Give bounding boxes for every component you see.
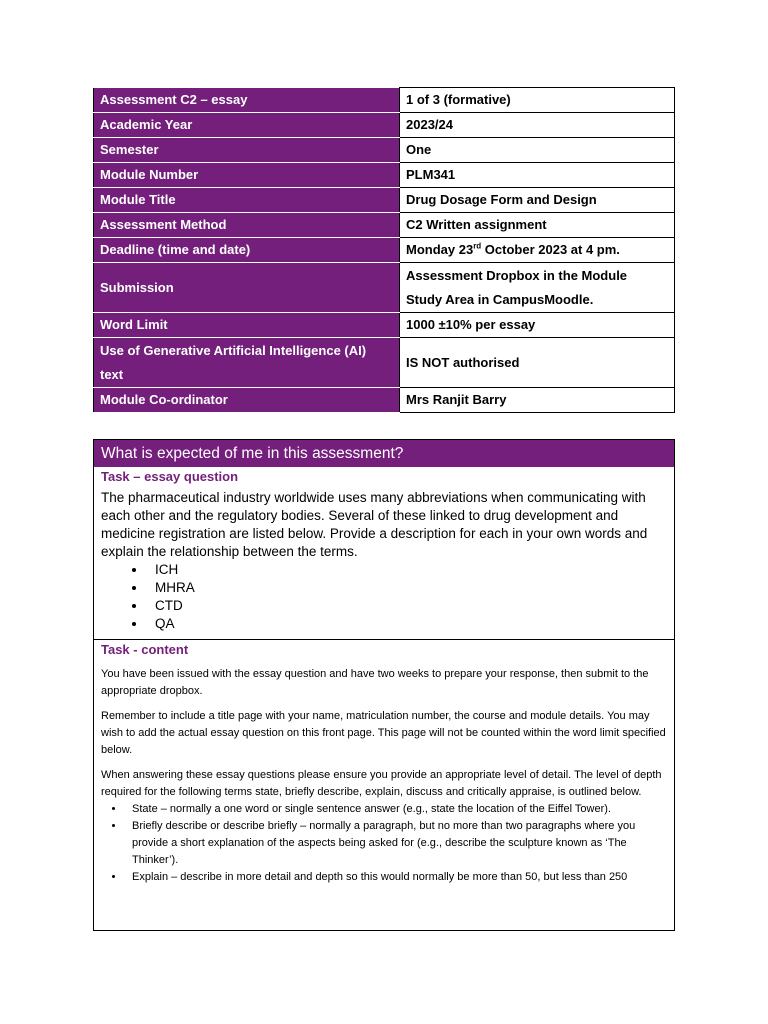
row-label: Word Limit xyxy=(94,313,400,338)
row-label: Module Title xyxy=(94,188,400,213)
list-item: • Explain – describe in more detail and depth so this would normally be more than 50, but less than 250 xyxy=(125,869,667,886)
list-item: • QA xyxy=(147,615,667,633)
row-label: Module Number xyxy=(94,163,400,188)
deadline-suffix: October 2023 at 4 pm. xyxy=(481,242,620,257)
deadline-prefix: Monday 23 xyxy=(406,242,474,257)
row-label: Semester xyxy=(94,138,400,163)
content-paragraph: You have been issued with the essay question and have two weeks to prepare your response, then submit to the appropriate dropbox. xyxy=(101,668,649,697)
assessment-info-table xyxy=(93,87,675,413)
deadline-ordinal: rd xyxy=(473,241,482,251)
table-row xyxy=(94,263,675,313)
essay-question: The pharmaceutical industry worldwide uses many abbreviations when communicating with each other and the regulatory bodies. Several of these linked to drug development and medicine registration are listed below. Provide a description for each in your own words and explain the relationship between the terms. xyxy=(101,490,648,559)
table-row xyxy=(94,163,675,188)
ai-label-line-2: text xyxy=(100,366,124,382)
row-label: Assessment Method xyxy=(94,213,400,238)
row-value: C2 Written assignment xyxy=(400,213,675,238)
list-item: • CTD xyxy=(147,597,667,615)
row-label: Deadline (time and date) xyxy=(94,238,400,263)
essay-task-title: Task – essay question xyxy=(101,469,239,484)
row-value: One xyxy=(400,138,675,163)
table-row xyxy=(94,388,675,413)
levels-list xyxy=(101,801,667,886)
row-value: PLM341 xyxy=(400,163,675,188)
row-label: Academic Year xyxy=(94,113,400,138)
content-paragraph: Remember to include a title page with your name, matriculation number, the course and module details. You may wish to add the actual essay question on this front page. This page will not be counted within the word limit specified below. xyxy=(101,710,666,756)
ai-label-line-1: Use of Generative Artificial Intelligence (AI) xyxy=(100,342,367,358)
row-value: Drug Dosage Form and Design xyxy=(400,188,675,213)
row-value: 2023/24 xyxy=(400,113,675,138)
table-row xyxy=(94,313,675,338)
row-value: Mrs Ranjit Barry xyxy=(400,388,675,413)
row-value xyxy=(400,238,675,263)
expectations-header: What is expected of me in this assessment? xyxy=(94,440,674,467)
table-row xyxy=(94,213,675,238)
row-label xyxy=(94,338,400,388)
row-label: Submission xyxy=(94,263,400,313)
essay-task-section xyxy=(94,469,674,633)
list-item: • State – normally a one word or single sentence answer (e.g., state the location of the Eiffel Tower). xyxy=(125,801,667,818)
table-row xyxy=(94,88,675,113)
table-row xyxy=(94,338,675,388)
submission-line-2: Study Area in CampusMoodle. xyxy=(406,291,594,307)
expectations-box xyxy=(93,439,675,931)
content-paragraph: When answering these essay questions please ensure you provide an appropriate level of detail. The level of depth required for the following terms state, briefly describe, explain, discuss and critically appraise, is outlined below. xyxy=(101,769,662,798)
row-value: 1000 ±10% per essay xyxy=(400,313,675,338)
list-item: • ICH xyxy=(147,561,667,579)
section-divider xyxy=(94,639,674,640)
table-row xyxy=(94,188,675,213)
row-value: 1 of 3 (formative) xyxy=(400,88,675,113)
terms-list xyxy=(101,561,667,633)
row-value: IS NOT authorised xyxy=(400,338,675,388)
row-value xyxy=(400,263,675,313)
table-row xyxy=(94,138,675,163)
submission-line-1: Assessment Dropbox in the Module xyxy=(406,267,628,283)
row-label: Module Co-ordinator xyxy=(94,388,400,413)
table-row xyxy=(94,113,675,138)
list-item: • MHRA xyxy=(147,579,667,597)
content-task-section xyxy=(94,642,674,886)
table-row xyxy=(94,238,675,263)
row-label: Assessment C2 – essay xyxy=(94,88,400,113)
list-item: • Briefly describe or describe briefly – normally a paragraph, but no more than two paragraphs where you provide a short explanation of the aspects being asked for (e.g., describe the sculpture known as ‘The Thinker’). xyxy=(125,818,667,869)
content-task-title: Task - content xyxy=(101,642,189,657)
